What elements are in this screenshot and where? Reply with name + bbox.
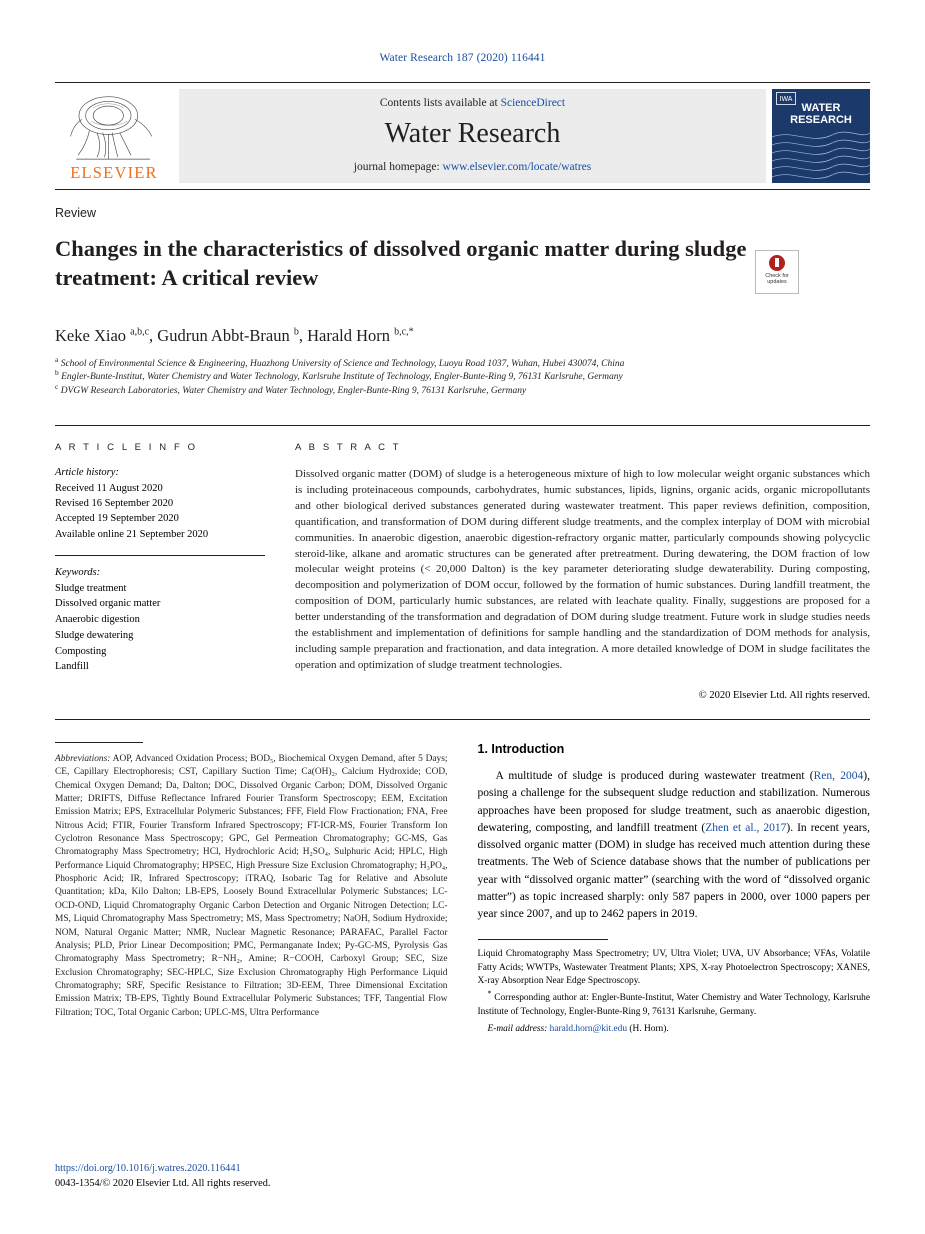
- intro-part-1: A multitude of sludge is produced during wastewater treatment (: [495, 770, 814, 783]
- body-columns: [55, 742, 870, 1036]
- article-type: Review: [55, 206, 96, 220]
- intro-part-3: ). In recent years, dissolved organic matter (DOM) in sludge has received much attention during these treatments. The Web of Science database shows that the number of publications per year with “dissolved organic matter” (searching with the word of “dissolved organic matter”) as topic increased sharply: only 587 papers in 2000, over 1000 papers per year since 2007, and up to 2462 papers in 2019.: [477, 821, 870, 921]
- doi-link[interactable]: https://doi.org/10.1016/j.watres.2020.116441: [55, 1163, 241, 1175]
- journal-cover-thumbnail: [772, 89, 870, 183]
- info-abstract-block: [55, 425, 870, 701]
- sciencedirect-link[interactable]: ScienceDirect: [500, 97, 566, 109]
- keyword-item: Anaerobic digestion: [55, 614, 140, 626]
- citation-ren-2004[interactable]: Ren, 2004: [813, 770, 864, 783]
- abbreviations-continuation: Liquid Chromatography Mass Spectrometry; UV, Ultra Violet; UVA, UV Absorbance; VFAs, Volatile Fatty Acids; WWTPs, Wastewater Treatment Plants; XPS, X-ray Photoelectron Spectroscopy; XANES, X-ray Absorption Near Edge Spectroscopy.: [477, 949, 870, 986]
- article-history-revised: Revised 16 September 2020: [55, 498, 174, 510]
- citation-zhen-2017[interactable]: Zhen et al., 2017: [705, 821, 787, 834]
- journal-title: Water Research: [384, 118, 561, 149]
- affiliation-list: [55, 354, 870, 399]
- affiliation-a: [55, 354, 870, 372]
- cover-title-line2: RESEARCH: [790, 113, 852, 126]
- article-info-heading: A R T I C L E I N F O: [55, 441, 198, 453]
- keywords-label: Keywords:: [55, 566, 101, 578]
- affiliation-text-c: DVGW Research Laboratories, Water Chemistry and Water Technology, Engler-Bunte-Ring 9, 76131 Karlsruhe, Germany: [60, 386, 527, 397]
- email-suffix: (H. Horn).: [627, 1024, 669, 1035]
- journal-homepage-link[interactable]: www.elsevier.com/locate/watres: [442, 161, 592, 173]
- abstract-column: [295, 442, 870, 701]
- affiliation-marker-c: c: [55, 381, 59, 391]
- homepage-line: [354, 161, 591, 173]
- homepage-prefix: journal homepage:: [353, 161, 443, 173]
- affiliation-text-b: Engler-Bunte-Institut, Water Chemistry and Water Technology, Karlsruhe Institute of Technology, Engler-Bunte-Ring 9, 76131 Karlsruhe, Germany: [61, 372, 623, 383]
- corresponding-author-note: [477, 989, 871, 1019]
- elsevier-logo: [55, 89, 173, 183]
- author-list: [55, 326, 870, 346]
- abbreviations-note: [55, 753, 448, 1020]
- title-row: [55, 220, 870, 308]
- introduction-heading: 1. Introduction: [477, 742, 565, 757]
- intro-part-2: ), posing a challenge for the subsequent sludge reduction and stabilization. Numerous approaches have been proposed for sludge treatment, such as anaerobic digestion, dewatering, composting, and landfill treatment (: [477, 770, 870, 834]
- cover-title-line1: WATER: [801, 102, 841, 114]
- email-link[interactable]: harald.horn@kit.edu: [549, 1024, 628, 1035]
- article-history-received: Received 11 August 2020: [55, 482, 163, 494]
- cover-wave-graphic: [772, 127, 870, 183]
- article-history-online: Available online 21 September 2020: [55, 528, 209, 540]
- abbreviations-label: Abbreviations:: [55, 754, 111, 765]
- info-divider: [55, 555, 265, 556]
- elsevier-tree-icon: [66, 91, 162, 161]
- email-note: [478, 1023, 871, 1036]
- corresponding-marker: *: [487, 989, 492, 999]
- crossmark-label: Check for updates: [765, 273, 789, 286]
- introduction-paragraph: [478, 768, 871, 923]
- page-footer: [55, 1162, 270, 1192]
- abstract-heading: A B S T R A C T: [295, 441, 402, 453]
- keyword-item: Composting: [55, 645, 107, 657]
- journal-masthead: [55, 82, 870, 190]
- article-history-label: Article history:: [55, 466, 119, 478]
- abstract-text: Dissolved organic matter (DOM) of sludge is a heterogeneous mixture of high to low molecular weight organic substances which is including proteinaceous compounds, carbohydrates, humic substances, lipids, lignins, organic acids, organic micropollutants and other biological derived substances generated during wastewater treatment. This paper reviews definition, composition, quantification, and transformation of DOM during different sludge treatments, and the complex interplay of DOM with microbial communities. In anaerobic digestion, anaerobic digestion-refractory organic matter, particularly compounds showing polycyclic steroid-like, alkane and aromatic structures can be generated after pretreatment. During dewatering, the DOM fraction of low molecular weight proteins (< 20,000 Dalton) is the key parameter deteriorating sludge dewaterability. During composting, decomposition and polymerization of DOM occur, followed by the formation of humic substances. During landfill treatment, the composition of DOM, particularly humic substances, are related with leachate quality. Finally, suggestions are proposed for a better understanding of the transformation and degradation of DOM during sludge treatment. Future work in sludge studies needs the establishment and implementation of definitions for sample handling and the standardization of DOM methods for analysis, including sample preparation and fractionation, and data integration. A more detailed knowledge of DOM in sludge facilitates the operation and optimization of sludge treatment technologies.: [295, 467, 870, 672]
- abbreviations-rule: [55, 742, 143, 743]
- copyright-line: © 2020 Elsevier Ltd. All rights reserved.: [698, 690, 870, 702]
- page-title: Changes in the characteristics of dissolved organic matter during sludge treatment: A critical review: [55, 236, 747, 291]
- contents-line: [380, 97, 565, 109]
- elsevier-wordmark: ELSEVIER: [70, 163, 158, 182]
- keyword-item: Sludge treatment: [55, 582, 127, 594]
- doi-line: [55, 1162, 270, 1177]
- affiliation-marker-b: b: [55, 368, 59, 378]
- affiliation-c: [55, 381, 870, 399]
- running-head: Water Research 187 (2020) 116441: [379, 52, 546, 64]
- article-history-accepted: Accepted 19 September 2020: [55, 513, 179, 525]
- issn-line: 0043-1354/© 2020 Elsevier Ltd. All rights reserved.: [55, 1178, 271, 1190]
- corresponding-text: Corresponding author at: Engler-Bunte-Institut, Water Chemistry and Water Technology, Karlsruhe Institute of Technology, Engler-Bunte-Ring 9, 76131 Karlsruhe, Germany.: [477, 993, 870, 1017]
- footnote-rule: [478, 939, 608, 940]
- keyword-item: Sludge dewatering: [55, 629, 134, 641]
- abbreviations-column: [55, 742, 448, 1036]
- abbreviations-text: AOP, Advanced Oxidation Process; BOD₅, Biochemical Oxygen Demand, after 5 Days; CE, Capillary Electrophoresis; CST, Capillary Suction Time; Ca(OH)₂, Calcium Hydroxide; COD, Chemical Oxygen Demand; Da, Dalton; DOC, Dissolved Organic Carbon; DOM, Dissolved Organic Matter; DRIFTS, Diffuse Reflectance Infrared Fourier Transform Spectroscopy; EEM, Excitation Emission Matrix; EPS, Extracellular Polymeric Substances; FFF, Field Flow Fractionation; FNA, Free Nitrous Acid; FTIR, Fourier Transform Infrared Spectroscopy; FT-ICR-MS, Fourier Transform Ion Cyclotron Resonance Mass Spectroscopy; GPC, Gel Permeation Chromatography; GC-MS, Gas Chromatography Mass Spectrometry; HCl, Hydrochloric Acid; H₂SO₄, Sulphuric Acid; HPLC, High Performance Liquid Chromatography; HPSEC, High Pressure Size Exclusion Chromatography; H₃PO₄, Phosphoric Acid; IR, Infrared Spectroscopy; iTRAQ, Isobaric Tag for Relative and Absolute Quantitation; kDa, Kilo Dalton; LB-EPS, Loosely Bound Extracellular Polymeric Substances; LC-OCD-OND, Liquid Chromatography Organic Carbon Detection and Organic Nitrogen Detection; LC-MS, Liquid Chromatography Mass Spectrometry; MS, Mass Spectrometry; NaOH, Sodium Hydroxide; NOM, Natural Organic Matter; NMR, Nuclear Magnetic Resonance; PARAFAC, Parallel Factor Analysis; PLD, Prior Linear Decomposition; PMC, Permanganate Index; Py-GC-MS, Pyrolysis Gas Chromatography Mass Spectrometry; R−NH₂, Amine; R−COOH, Carboxyl Group; SEC, Size Exclusion Chromatography; SEC-HPLC, Size Exclusion Chromatography High Performance Liquid Chromatography; SRF, Specific Resistance to Filtration; 3D-EEM, Three Dimensional Excitation Emission Matrix; TB-EPS, Tightly Bound Extracellular Polymeric Substances; TFF, Tangential Flow Filtration; TOC, Total Organic Carbon; UPLC-MS, Ultra Performance: [55, 754, 448, 1018]
- affiliation-text-a: School of Environmental Science & Engineering, Huazhong University of Science and Technology, Luoyu Road 1037, Wuhan, Hubei 430074, China: [60, 358, 625, 369]
- keyword-item: Dissolved organic matter: [55, 598, 161, 610]
- email-label: E-mail address:: [487, 1024, 548, 1035]
- affiliation-marker-a: a: [55, 354, 59, 364]
- introduction-column: [478, 742, 871, 1036]
- contents-prefix: Contents lists available at: [379, 97, 501, 109]
- affiliation-b: [55, 368, 870, 385]
- crossmark-icon: [769, 255, 785, 271]
- section-divider: [55, 719, 870, 720]
- iwa-badge: IWA: [776, 92, 796, 105]
- keyword-item: Landfill: [55, 661, 89, 673]
- article-info-column: [55, 442, 295, 701]
- crossmark-badge[interactable]: [755, 250, 799, 294]
- authors-text: Keke Xiao $^{a,b,c}$, Gudrun Abbt-Braun $^b$, Harald Horn $^{b,c,*}$: [55, 325, 414, 345]
- journal-banner: [179, 89, 766, 183]
